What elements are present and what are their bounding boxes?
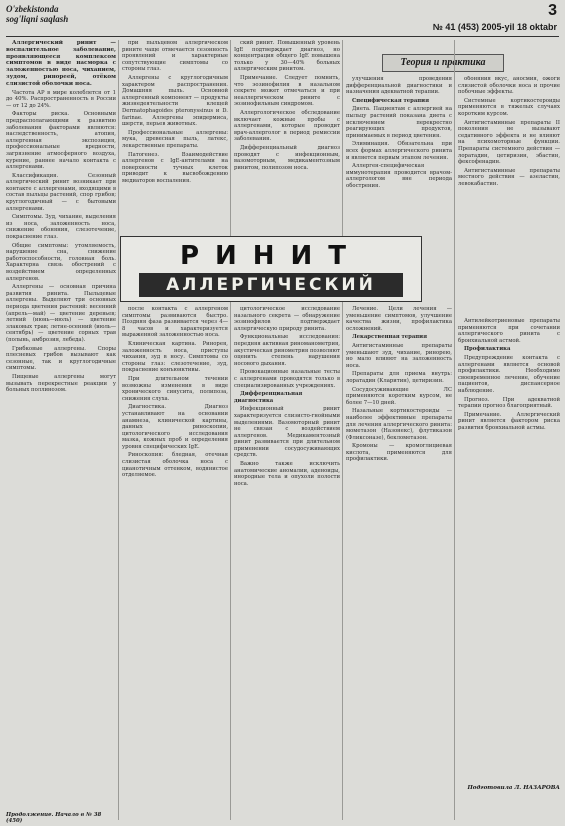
- article-paragraph: Профессиональные аллергены: мука, древесная пыль, латекс, лекарственные препараты.: [122, 129, 228, 149]
- continuation-note: Продолжение. Начало в № 38 (450): [6, 812, 102, 824]
- article-paragraph: Предупреждение контакта с аллергенами является основой профилактики. Необходимо своевременное лечение, обучение пациентов, диспансерное наблюдение.: [458, 354, 560, 394]
- masthead: [6, 4, 126, 24]
- article-paragraph: При длительном течении возможны изменения в виде хронического синусита, полипоза, снижения слуха.: [122, 375, 228, 402]
- article-paragraph: Антилейкотриеновые препараты применяются при сочетании аллергического ринита с бронхиальной астмой.: [458, 318, 560, 344]
- column-divider: [454, 40, 455, 820]
- article-paragraph: Патогенез. Взаимодействие аллергенов с IgE-антителами на поверхности тучных клеток приводит к высвобождению медиаторов воспаления.: [122, 151, 228, 184]
- column-divider: [230, 40, 231, 820]
- column-4-bottom: [346, 306, 452, 806]
- column-2-bottom: [122, 306, 228, 806]
- article-paragraph: Инфекционный ринит характеризуется слизисто-гнойными выделениями. Вазомоторный ринит не связан с воздействием аллергенов. Медикаментозный ринит развивается при длительном применении сосудосуживающих средств.: [234, 406, 340, 459]
- article-paragraph: Антигистаминные препараты местного действия — азеластин, левокабастин.: [458, 167, 560, 187]
- column-3-top: [234, 40, 340, 232]
- article-paragraph: Антигистаминные препараты II поколения не вызывают седативного эффекта и не влияют на психомоторные функции. Препараты системного действия — лоратадин, цетиризин, эбастин, фексофенадин.: [458, 119, 560, 166]
- column-5-bottom: [458, 318, 560, 778]
- article-paragraph: Примечание. Аллергический ринит является фактором риска развития бронхиальной астмы.: [458, 411, 560, 431]
- article-paragraph: Факторы риска. Основными предрасполагающими к развитию заболевания факторами являются: наследственность, атопия, аллергенная экспозиция, профессиональные вредности, загрязнение атмосферного воздуха, курение, раннее начало контакта с аллергенами.: [6, 111, 116, 171]
- column-1: [6, 40, 116, 810]
- article-paragraph: Аллергены с круглогодичным характером распространения. Домашняя пыль. Основной аллергенный компонент — продукты жизнедеятельности клещей Dermatophagoides pteronyssinus и D. farinae. Аллергены эпидермиса, шерсти, перьев животных.: [122, 74, 228, 128]
- article-paragraph: Аллергологическое обследование включает кожные пробы с аллергенами, которые проводит врач-аллерголог в период ремиссии заболевания.: [234, 109, 340, 143]
- article-paragraph: Кромоны — кромоглициевая кислота, применяются для профилактики.: [346, 443, 452, 463]
- page-number: 3: [548, 2, 557, 19]
- article-paragraph: Лечение. Цели лечения — уменьшение симптомов, улучшение качества жизни, профилактика осложнений.: [346, 306, 452, 332]
- article-paragraph: Аллерген-специфическая иммунотерапия проводится врачом-аллергологом вне периода обострения.: [346, 163, 452, 189]
- top-rule: [6, 36, 559, 37]
- article-paragraph: Препараты для приема внутрь: лоратадин (Кларитин), цетиризин.: [346, 371, 452, 384]
- article-paragraph: Примечание. Следует помнить, что эозинофилия в назальном секрете может отмечаться и при неаллергическом рините с эозинофильным синдромом.: [234, 74, 340, 108]
- issue-line: № 41 (453) 2005-yil 18 oktabr: [432, 22, 557, 32]
- article-paragraph: Сосудосуживающие ЛС применяются коротким курсом, не более 7—10 дней.: [346, 386, 452, 406]
- article-paragraph: Пищевые аллергены могут вызывать перекрестные реакции у больных поллинозом.: [6, 373, 116, 394]
- headline-line-2: АЛЛЕРГИЧЕСКИЙ: [139, 273, 403, 297]
- article-paragraph: Частота АР в мире колеблется от 1 до 40%. Распространенность в России — от 12 до 24%.: [6, 89, 116, 109]
- article-paragraph: цитологическое исследование назального секрета — обнаружение эозинофилов подтверждает аллергическую природу ринита.: [234, 306, 340, 332]
- article-paragraph: Аллергены — основная причина развития ринита. Пыльцевые аллергены. Выделяют три основных периода цветения растений: весенний (апрель—май) — цветение деревьев; летний (июнь—июль) — цветение злаковых трав; летне-осенний (июль—сентябрь) — цветение сорных трав (полынь, амброзия, лебеда).: [6, 284, 116, 343]
- article-paragraph: обоняния вкус, аносмия, ожоги слизистой оболочки носа и прочие побочные эффекты.: [458, 76, 560, 96]
- column-2-top: [122, 40, 228, 232]
- article-paragraph: Диета. Пациентам с аллергией на пыльцу растений показана диета с исключением перекрестно реагирующих продуктов, принимаемых в период цветения.: [346, 106, 452, 139]
- article-paragraph: Антигистаминные препараты уменьшают зуд, чихание, ринорею, но мало влияют на заложенность носа.: [346, 342, 452, 369]
- article-paragraph: Дифференциальный диагноз проводят с инфекционным, вазомоторным, медикаментозным ринитом, полипозом носа.: [234, 144, 340, 171]
- article-paragraph: Назальные кортикостероиды — наиболее эффективные препараты для лечения аллергического ринита: мометазон (Назонекс), флутиказон (Фликсоназе), беклометазон.: [346, 408, 452, 441]
- article-paragraph: ский ринит. Повышенный уровень IgE подтверждает диагноз, но концентрация общего IgE повышена только у 30—40% больных аллергическим ринитом.: [234, 40, 340, 73]
- article-paragraph: Клиническая картина. Ринорея, заложенность носа, приступы чихания, зуд в носу. Симптомы со стороны глаз: слезотечение, зуд, покраснение конъюнктивы.: [122, 340, 228, 374]
- column-divider: [118, 40, 119, 820]
- headline-line-1: РИНИТ: [179, 241, 363, 271]
- article-paragraph: Аллергический ринит — воспалительное заболевание, проявляющееся комплексом симптомов в виде насморка с заложенностью носа, чиханием, зудом, ринореей, отёком слизистой оболочки носа.: [6, 40, 116, 87]
- article-paragraph: при пыльцевом аллергическом рините чаще отмечается сезонность проявлений и характерные сопутствующие симптомы со стороны глаз.: [122, 40, 228, 73]
- column-divider: [342, 40, 343, 820]
- masthead-title: O'zbekistonda: [6, 4, 59, 14]
- article-paragraph: Симптомы. Зуд, чихание, выделения из носа, заложенность носа, снижение обоняния, слезотечение, покраснение глаз.: [6, 214, 116, 241]
- article-headline: [120, 236, 422, 302]
- article-paragraph: Специфическая терапия: [352, 97, 430, 104]
- article-paragraph: Важно также исключить анатомические аномалии, аденоиды, инородные тела и опухоли полости носа.: [234, 461, 340, 487]
- article-signature: Подготовила Л. НАЗАРОВА: [467, 785, 560, 791]
- article-paragraph: Общие симптомы: утомляемость, нарушение сна, снижение работоспособности, головная боль. Характерна связь обострений с воздействием определенных аллергенов.: [6, 242, 116, 282]
- article-paragraph: Профилактика: [464, 346, 511, 353]
- article-paragraph: Элиминация. Обязательна при всех формах аллергического ринита и является первым этапом лечения.: [346, 141, 452, 161]
- column-5-top: [458, 76, 560, 314]
- masthead-subtitle: sog'liqni saqlash: [6, 14, 69, 24]
- article-paragraph: Риноскопия: бледная, отечная слизистая оболочка носа с цианотичным оттенком, водянистое отделяемое.: [122, 452, 228, 479]
- article-paragraph: Прогноз. При адекватной терапии прогноз благоприятный.: [458, 396, 560, 410]
- column-3-bottom: [234, 306, 340, 806]
- article-paragraph: после контакта с аллергеном симптомы развиваются быстро. Поздняя фаза развивается через 4—8 часов и характеризуется выраженной заложенностью носа.: [122, 306, 228, 339]
- article-paragraph: улучшения проведения дифференциальной диагностики и назначения адекватной терапии.: [346, 76, 452, 96]
- article-paragraph: Лекарственная терапия: [352, 334, 428, 341]
- column-4-top: [346, 76, 452, 232]
- section-rubric: Теория и практика: [382, 54, 504, 72]
- article-paragraph: Провокационные назальные тесты с аллергенами проводятся только в специализированных учреждениях.: [234, 369, 340, 389]
- article-paragraph: Грибковые аллергены. Споры плесневых грибов вызывают как сезонные, так и круглогодичные симптомы.: [6, 345, 116, 372]
- article-paragraph: Классификация. Сезонный аллергический ринит возникает при контакте с аллергенами, входящими в состав пыльцы растений, спор грибов; круглогодичный — с бытовыми аллергенами.: [6, 172, 116, 212]
- article-paragraph: Функциональные исследования: передняя активная риноманометрия, акустическая ринометрия позволяют оценить степень нарушения носового дыхания.: [234, 334, 340, 367]
- article-paragraph: Системные кортикостероиды применяются в тяжелых случаях коротким курсом.: [458, 97, 560, 117]
- article-paragraph: Диагностика. Диагноз устанавливают на основании анамнеза, клинической картины, данных риноскопии, цитологического исследования мазка, кожных проб и определения уровня специфических IgE.: [122, 404, 228, 450]
- article-paragraph: Дифференциальная диагностика: [234, 391, 303, 404]
